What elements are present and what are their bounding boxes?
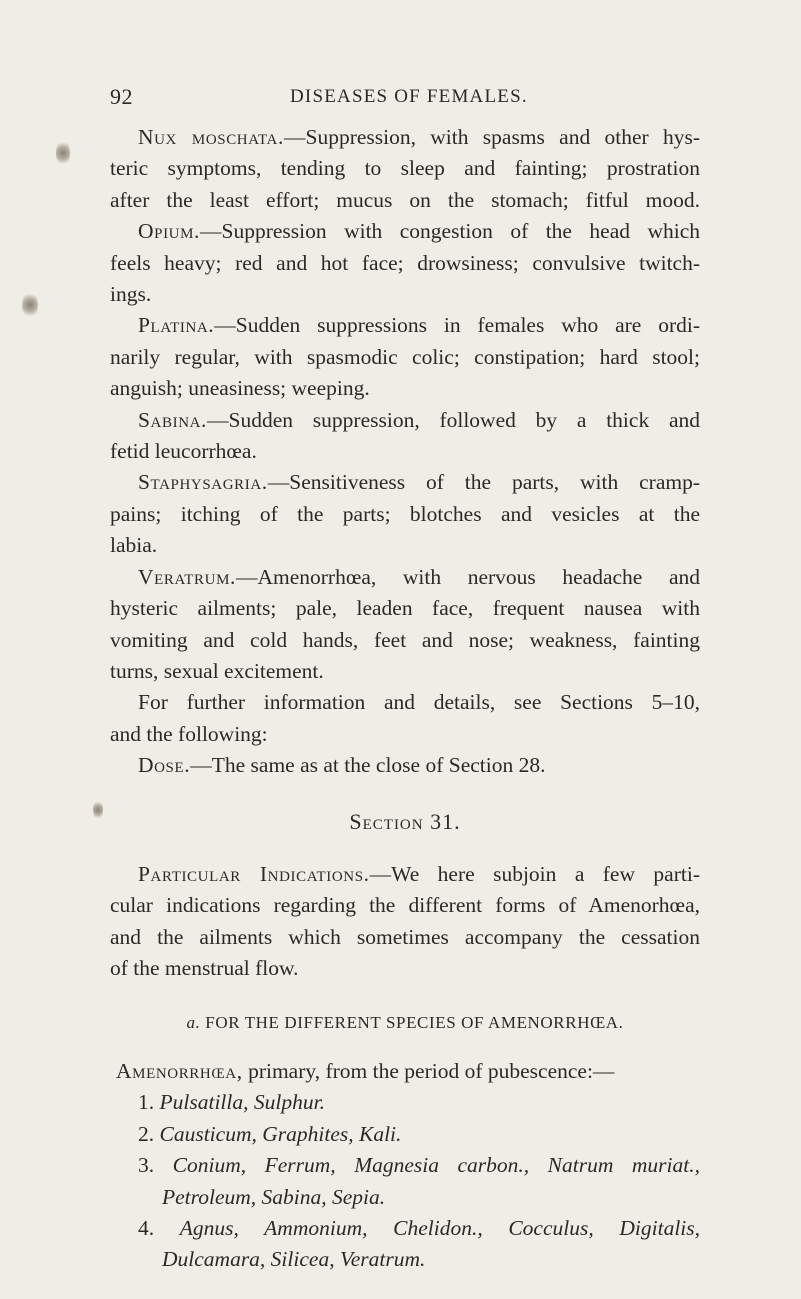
entry-nux-moschata: Nux moschata.—Suppression, with spasms and other hys- [138,125,701,149]
text-line: after the least effort; mucus on the stomach; fitful mood. [110,187,700,212]
dose-line: Dose.—The same as at the close of Section 28. [138,753,546,778]
paragraph-lead: Amenorrhœa, [116,1058,243,1083]
remedy-name: Sabina. [138,407,208,432]
dose-label: Dose. [138,753,191,778]
particular-indications: Particular Indications.—We here subjoin a few parti- [138,861,700,886]
text-line: vomiting and cold hands, feet and nose; weakness, fainting [110,627,700,652]
list-item: 3. Conium, Ferrum, Magnesia carbon., Natrum muriat., [138,1153,700,1178]
list-item: 1. Pulsatilla, Sulphur. [138,1090,325,1115]
ink-blot-mark [93,800,103,820]
amenorrhoea-primary: Amenorrhœa, primary, from the period of pubescence:— [116,1058,615,1083]
paragraph-lead: Particular Indications. [138,861,370,886]
text-line: ings. [110,282,152,307]
text-line: narily regular, with spasmodic colic; constipation; hard stool; [110,344,700,369]
text-line: feels heavy; red and hot face; drowsiness; convulsive twitch- [110,250,700,275]
list-item-continuation: Dulcamara, Silicea, Veratrum. [162,1247,426,1272]
remedy-name: Nux moschata. [138,125,284,149]
entry-opium: Opium.—Suppression with congestion of the head which [138,219,700,244]
page-body [110,122,700,1276]
text-line: turns, sexual excitement. [110,658,324,683]
text-line: hysteric ailments; pale, leaden face, frequent nausea with [110,596,700,621]
ink-blot-mark [56,140,70,166]
text-line: anguish; uneasiness; weeping. [110,376,370,401]
running-header [110,84,710,114]
ink-blot-mark [22,292,38,318]
entry-sabina: Sabina.—Sudden suppression, followed by a thick and [138,407,700,432]
text-line: and the following: [110,721,268,746]
running-title: DISEASES OF FEMALES. [290,86,528,107]
text-line: pains; itching of the parts; blotches and vesicles at the [110,501,700,526]
list-item-continuation: Petroleum, Sabina, Sepia. [162,1184,386,1209]
remedy-name: Veratrum. [138,564,236,589]
remedy-name: Staphysagria. [138,470,268,495]
list-item: 2. Causticum, Graphites, Kali. [138,1121,402,1146]
remedy-name: Platina. [138,313,215,338]
subheading: a. FOR THE DIFFERENT SPECIES OF AMENORRHŒA. [186,1012,624,1032]
text-line: teric symptoms, tending to sleep and fainting; prostration [110,156,700,181]
text-line: labia. [110,533,158,558]
text-line: and the ailments which sometimes accompany the cessation [110,924,700,949]
page-number: 92 [110,84,133,109]
entry-veratrum: Veratrum.—Amenorrhœa, with nervous headache and [138,564,700,589]
section-heading: Section 31. [349,808,461,834]
text-line: of the menstrual flow. [110,956,299,981]
text-line: cular indications regarding the different forms of Amenorhœa, [110,893,700,918]
further-info-line: For further information and details, see Sections 5–10, [138,690,700,715]
entry-platina: Platina.—Sudden suppressions in females who are ordi- [138,313,700,338]
remedy-name: Opium. [138,219,201,244]
list-item: 4. Agnus, Ammonium, Chelidon., Cocculus, Digitalis, [138,1216,701,1240]
entry-staphysagria: Staphysagria.—Sensitiveness of the parts, with cramp- [138,470,700,495]
text-line: fetid leucorrhœa. [110,439,257,464]
